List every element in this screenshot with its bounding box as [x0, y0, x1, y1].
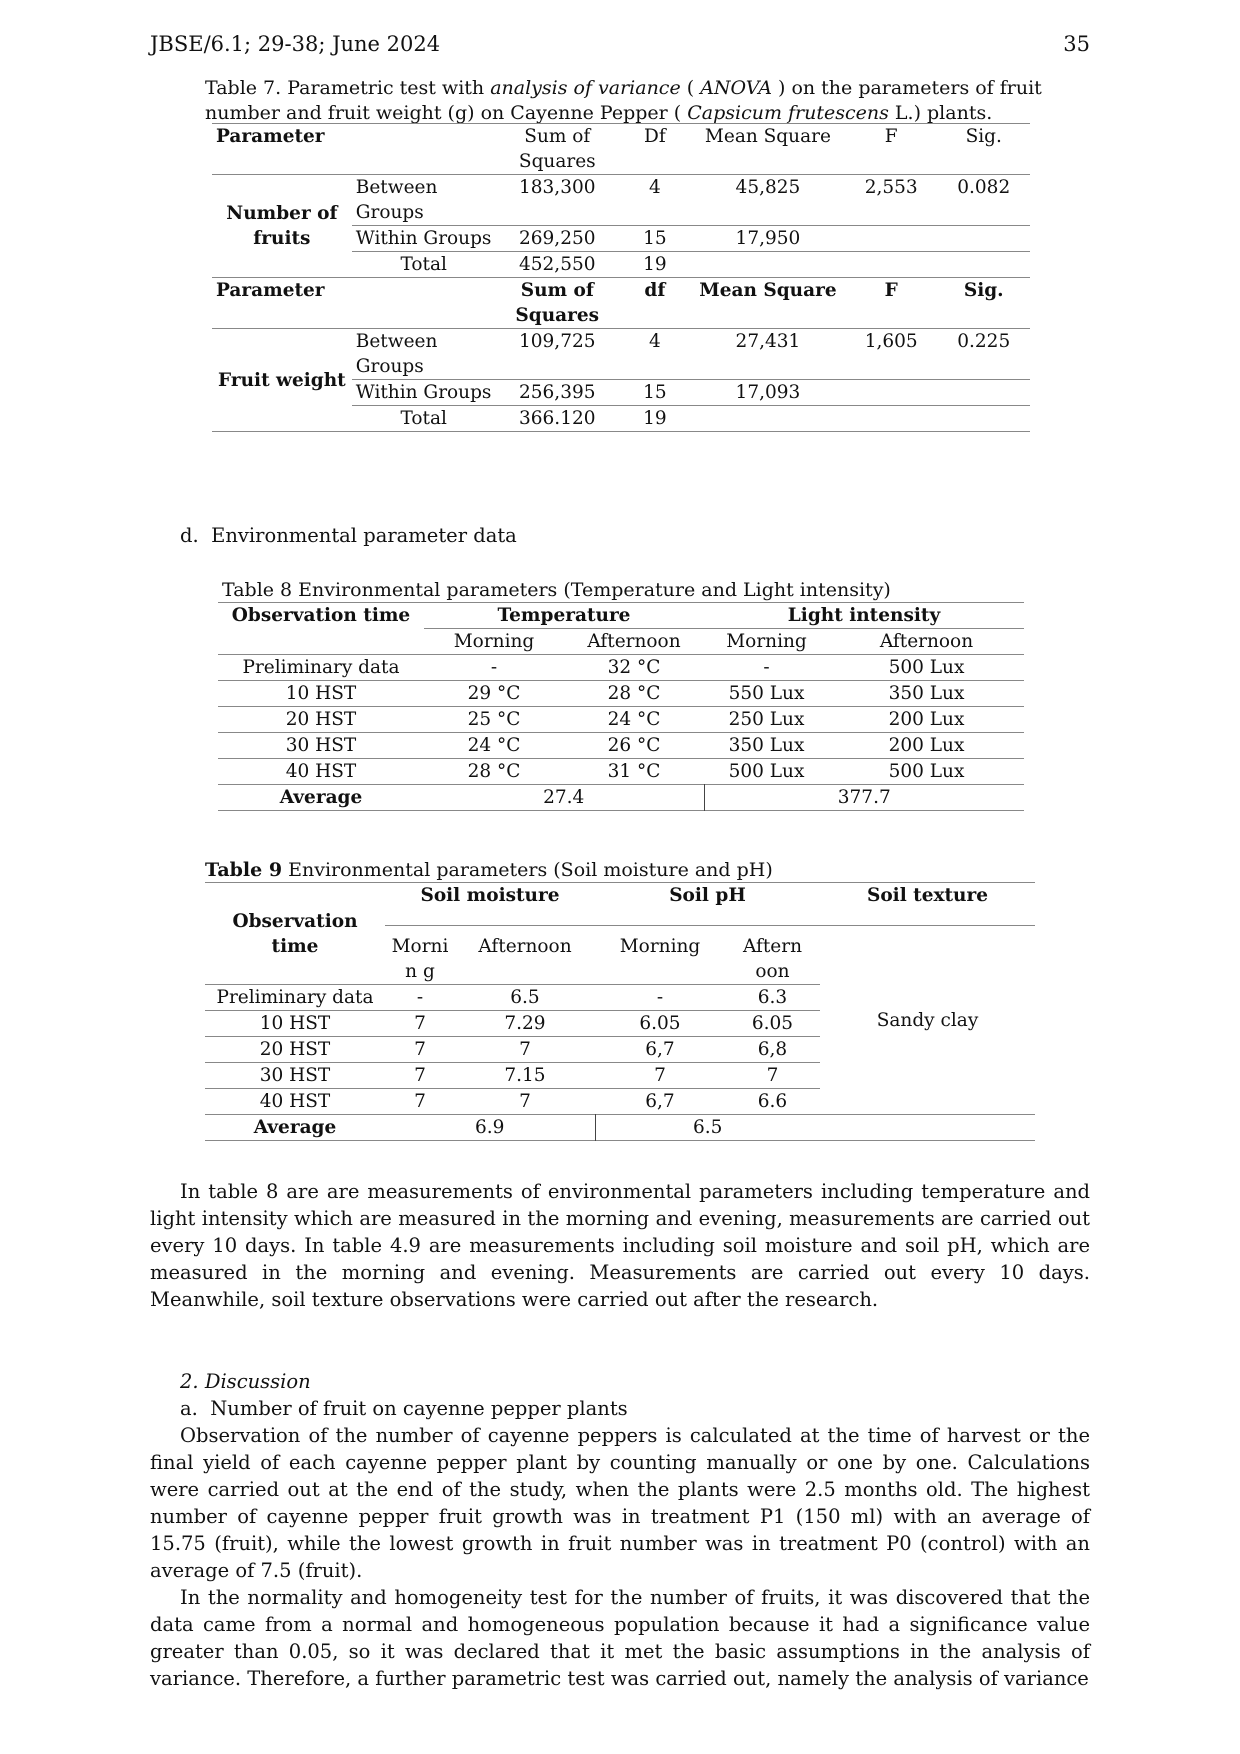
table-row	[212, 329, 1030, 380]
table-row: 10 HST 29 °C 28 °C 550 Lux 350 Lux	[218, 681, 1024, 707]
cell-df: 4	[648, 177, 661, 198]
col-temp-afternoon: Afternoon	[587, 631, 681, 652]
col-observation-time: Observation time	[231, 605, 411, 626]
table8-caption: Table 8 Environmental parameters (Temperature and Light intensity)	[222, 579, 891, 601]
average-label: Average	[279, 787, 363, 808]
col-sig: Sig.	[965, 126, 1002, 147]
col-df: Df	[644, 126, 666, 147]
row-label: Between Groups	[355, 331, 438, 377]
paragraph-fruit-number: Observation of the number of cayenne peppers is calculated at the time of harvest or the final yield of each cayenne pepper plant by counting manually or one by one. Calculations were carried out at the end of the study, when the plants were 2.5 months old. The highest number of cayenne pepper fruit growth was in treatment P1 (150 ml) with an average of 15.75 (fruit), while the lowest growth in fruit number was in treatment P0 (control) with an average of 7.5 (fruit).	[150, 1424, 1090, 1582]
col-f: F	[884, 126, 898, 147]
average-temperature: 27.4	[543, 787, 585, 808]
col-ph-morning: Morning	[619, 936, 701, 957]
table-row: 10 HST 7 7.29 6.05 6.05	[205, 1011, 1035, 1037]
cell-df: 15	[643, 228, 667, 249]
col-mean-square: Mean Square	[699, 280, 837, 301]
table9-header-row	[205, 883, 1035, 926]
cell-ms: 27,431	[735, 331, 801, 352]
average-light: 377.7	[704, 785, 1024, 811]
col-ph-afternoon: Aftern oon	[742, 936, 803, 982]
cell-sig: 0.225	[957, 331, 1011, 352]
discussion-heading: 2. Discussion	[180, 1370, 311, 1393]
page-number: 35	[1063, 32, 1090, 56]
row-label: Within Groups	[355, 228, 492, 249]
col-moisture-afternoon: Afternoon	[478, 936, 572, 957]
table7-header-row-2	[212, 278, 1030, 329]
average-label: Average	[253, 1117, 337, 1138]
table-row: Preliminary data - 6.5 - 6.3	[205, 985, 1035, 1011]
cell-ss: 183,300	[519, 177, 596, 198]
cell-ss: 452,550	[519, 254, 596, 275]
table7-header-row	[212, 124, 1030, 175]
col-sum-of-squares: Sum of Squares	[518, 126, 596, 172]
cell-ss: 269,250	[519, 228, 596, 249]
cell-ss: 366.120	[519, 408, 596, 429]
col-light-morning: Morning	[726, 631, 807, 652]
soil-texture-value: Sandy clay	[876, 1009, 979, 1031]
table8-header-row	[218, 603, 1024, 629]
table9-average-row	[205, 1115, 1035, 1141]
row-label: Between Groups	[355, 177, 438, 223]
col-sig: Sig.	[963, 280, 1004, 301]
cell-df: 19	[643, 254, 667, 275]
col-observation-time: Observation time	[232, 910, 358, 957]
paragraph-normality-test: In the normality and homogeneity test for the number of fruits, it was discovered that the data came from a normal and homogeneous population because it had a significance value greater than 0.05, so it was declared that it met the basic assumptions in the analysis of variance. Therefore, a further parametric test was carried out, namely the analysis of variance	[150, 1586, 1090, 1690]
col-light-intensity: Light intensity	[704, 603, 1024, 629]
cell-ss: 256,395	[519, 382, 596, 403]
col-df: df	[644, 280, 666, 301]
cell-ss: 109,725	[519, 331, 596, 352]
col-temp-morning: Morning	[453, 631, 535, 652]
average-ph: 6.5	[595, 1115, 820, 1141]
cell-sig: 0.082	[957, 177, 1011, 198]
table8-environment	[218, 602, 1024, 811]
table7-anova	[212, 123, 1030, 432]
group-label: Fruit weight	[218, 369, 346, 391]
cell-ms: 17,093	[735, 382, 801, 403]
table-row: 20 HST 7 7 6,7 6,8	[205, 1037, 1035, 1063]
table-row: 30 HST 24 °C 26 °C 350 Lux 200 Lux	[218, 733, 1024, 759]
table-row: 40 HST 7 7 6,7 6.6	[205, 1089, 1035, 1115]
row-label: Within Groups	[355, 382, 492, 403]
table-row	[212, 175, 1030, 226]
cell-f: 1,605	[864, 331, 918, 352]
table-row: 30 HST 7 7.15 7 7	[205, 1063, 1035, 1089]
col-mean-square: Mean Square	[704, 126, 831, 147]
table-row: Preliminary data - 32 °C - 500 Lux	[218, 655, 1024, 681]
col-parameter: Parameter	[216, 280, 325, 301]
group-label: Number of fruits	[226, 203, 338, 249]
cell-f: 2,553	[864, 177, 918, 198]
col-moisture-morning: Mornin g	[391, 936, 449, 982]
table9-soil	[205, 882, 1035, 1141]
col-soil-ph: Soil pH	[595, 883, 820, 926]
paragraph-environment: In table 8 are are measurements of environmental parameters including temperature and light intensity which are measured in the morning and evening, measurements are carried out every 10 days. In table 4.9 are measurements including soil moisture and soil pH, which are measured in the morning and evening. Measurements are carried out every 10 days. Meanwhile, soil texture observations were carried out after the research.	[150, 1180, 1090, 1311]
subsection-a-heading: a. Number of fruit on cayenne pepper plants	[180, 1397, 628, 1420]
table8-subheader-row	[218, 629, 1024, 655]
col-temperature: Temperature	[424, 603, 704, 629]
cell-df: 15	[643, 382, 667, 403]
cell-df: 4	[648, 331, 661, 352]
col-soil-moisture: Soil moisture	[385, 883, 595, 926]
average-moisture: 6.9	[475, 1117, 505, 1138]
journal-header: JBSE/6.1; 29-38; June 2024	[150, 32, 441, 56]
cell-ms: 17,950	[735, 228, 801, 249]
col-light-afternoon: Afternoon	[879, 631, 974, 652]
col-sum-of-squares: Sum of Squares	[515, 280, 600, 326]
cell-ms: 45,825	[735, 177, 801, 198]
row-label: Total	[400, 254, 447, 275]
section-d-heading: d. Environmental parameter data	[180, 524, 517, 547]
col-f: F	[884, 280, 898, 301]
row-label: Total	[400, 408, 447, 429]
table-row: 40 HST 28 °C 31 °C 500 Lux 500 Lux	[218, 759, 1024, 785]
col-soil-texture: Soil texture	[820, 883, 1035, 926]
cell-df: 19	[643, 408, 667, 429]
table7-caption: Table 7. Parametric test with analysis of variance ( ANOVA ) on the parameters of fruit number and fruit weight (g) on Cayenne Pepper ( Capsicum frutescens L.) plants.	[205, 77, 1042, 124]
table9-caption: Table 9 Environmental parameters (Soil moisture and pH)	[205, 859, 773, 881]
col-parameter: Parameter	[216, 126, 325, 147]
table8-average-row	[218, 785, 1024, 811]
table-row: 20 HST 25 °C 24 °C 250 Lux 200 Lux	[218, 707, 1024, 733]
